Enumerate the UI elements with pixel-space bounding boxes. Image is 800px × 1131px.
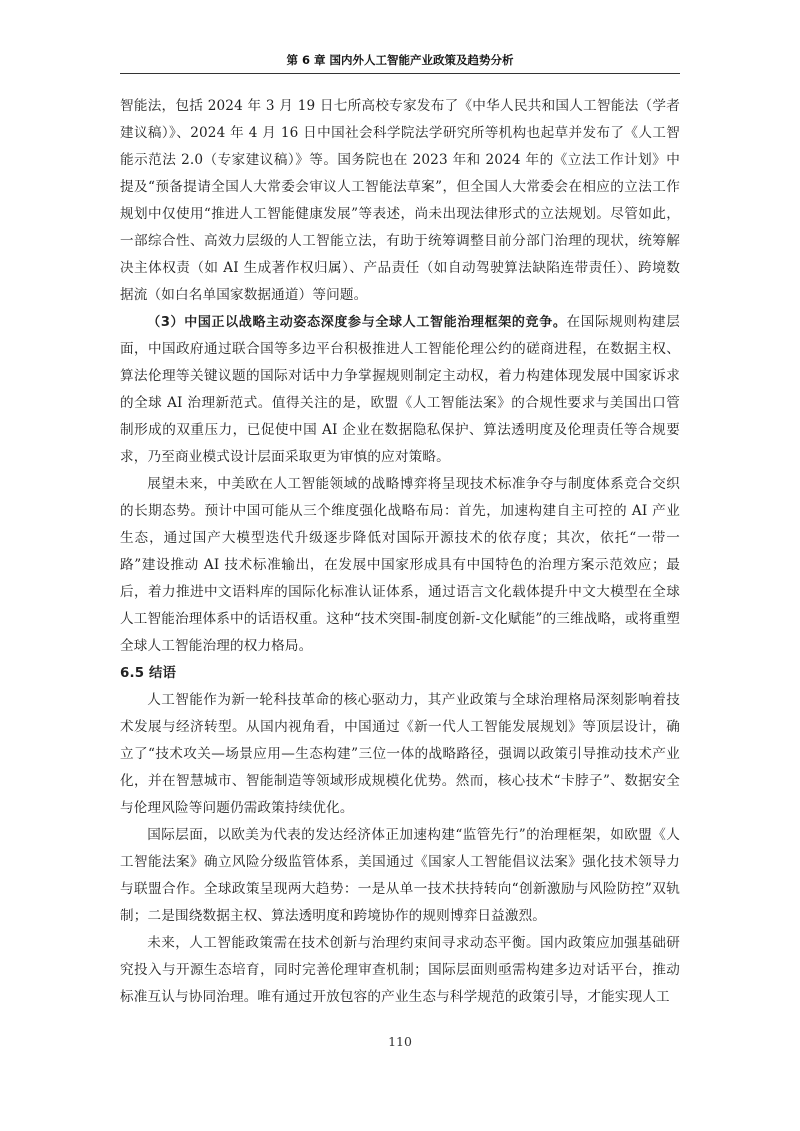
running-header: 第 6 章 国内外人工智能产业政策及趋势分析	[286, 53, 514, 67]
paragraph-outlook: 展望未来，中美欧在人工智能领域的战略博弈将呈现技术标准争夺与制度体系竞合交织的长期态势。预计中国可能从三个维度强化战略布局：首先，加速构建自主可控的 AI 产业生态，通过国产大模型迭代升级逐步降低对国际开源技术的依存度；其次，依托“一带一路”建设推动 AI 技术标准输出，在发展中国家形成具有中国特色的治理方案示范效应；最后，着力推进中文语料库的国际化标准认证体系，通过语言文化载体提升中文大模型在全球人工智能治理体系中的话语权重。这种“技术突围-制度创新-文化赋能”的三维战略，或将重塑全球人工智能治理的权力格局。	[120, 476, 680, 654]
paragraph-conclusion-international: 国际层面，以欧美为代表的发达经济体正加速构建“监管先行”的治理框架，如欧盟《人工智能法案》确立风险分级监管体系，美国通过《国家人工智能倡议法案》强化技术领导力与联盟合作。全球政策呈现两大趋势：一是从单一技术扶持转向“创新激励与风险防控”双轨制；二是围绕数据主权、算法透明度和跨境协作的规则博弈日益激烈。	[120, 827, 680, 924]
page-body	[120, 93, 680, 1011]
paragraph-conclusion-future: 未来，人工智能政策需在技术创新与治理约束间寻求动态平衡。国内政策应加强基础研究投入与开源生态培育，同时完善伦理审查机制；国际层面则亟需构建多边对话平台，推动标准互认与协同治理。唯有通过开放包容的产业生态与科学规范的政策引导，才能实现人工	[120, 935, 680, 1005]
paragraph-lead-bold: （3）中国正以战略主动姿态深度参与全球人工智能治理框架的竞争。	[147, 315, 567, 330]
section-heading: 6.5 结语	[120, 666, 177, 681]
paragraph-body-text: 在国际规则构建层面，中国政府通过联合国等多边平台积极推进人工智能伦理公约的磋商进程，在数据主权、算法伦理等关键议题的国际对话中力争掌握规则制定主动权，着力构建体现发展中国家诉求的全球 AI 治理新范式。值得关注的是，欧盟《人工智能法案》的合规性要求与美国出口管制形成的双重压力，已促使中国 AI 企业在数据隐私保护、算法透明度及伦理责任等合规要求，乃至商业模式设计层面采取更为审慎的应对策略。	[120, 314, 680, 465]
page-number: 110	[388, 1034, 412, 1049]
paragraph-legislation: 智能法，包括 2024 年 3 月 19 日七所高校专家发布了《中华人民共和国人工智能法（学者建议稿）》、2024 年 4 月 16 日中国社会科学院法学研究所等机构也起草并发布了《人工智能示范法 2.0（专家建议稿）》等。国务院也在 2023 年和 2024 年的《立法工作计划》中提及“预备提请全国人大常委会审议人工智能法草案”，但全国人大常委会在相应的立法工作规划中仅使用“推进人工智能健康发展”等表述，尚未出现法律形式的立法规划。尽管如此，一部综合性、高效力层级的人工智能立法，有助于统筹调整目前分部门治理的现状，统筹解决主体权责（如 AI 生成著作权归属）、产品责任（如自动驾驶算法缺陷连带责任）、跨境数据流（如白名单国家数据通道）等问题。	[120, 98, 680, 303]
paragraph-conclusion-domestic: 人工智能作为新一轮科技革命的核心驱动力，其产业政策与全球治理格局深刻影响着技术发展与经济转型。从国内视角看，中国通过《新一代人工智能发展规划》等顶层设计，确立了“技术攻关—场景应用—生态构建”三位一体的战略路径，强调以政策引导推动技术产业化，并在智慧城市、智能制造等领域形成规模化优势。然而，核心技术“卡脖子”、数据安全与伦理风险等问题仍需政策持续优化。	[120, 692, 680, 816]
paragraph-global-governance	[120, 309, 680, 471]
header-rule	[120, 73, 680, 74]
